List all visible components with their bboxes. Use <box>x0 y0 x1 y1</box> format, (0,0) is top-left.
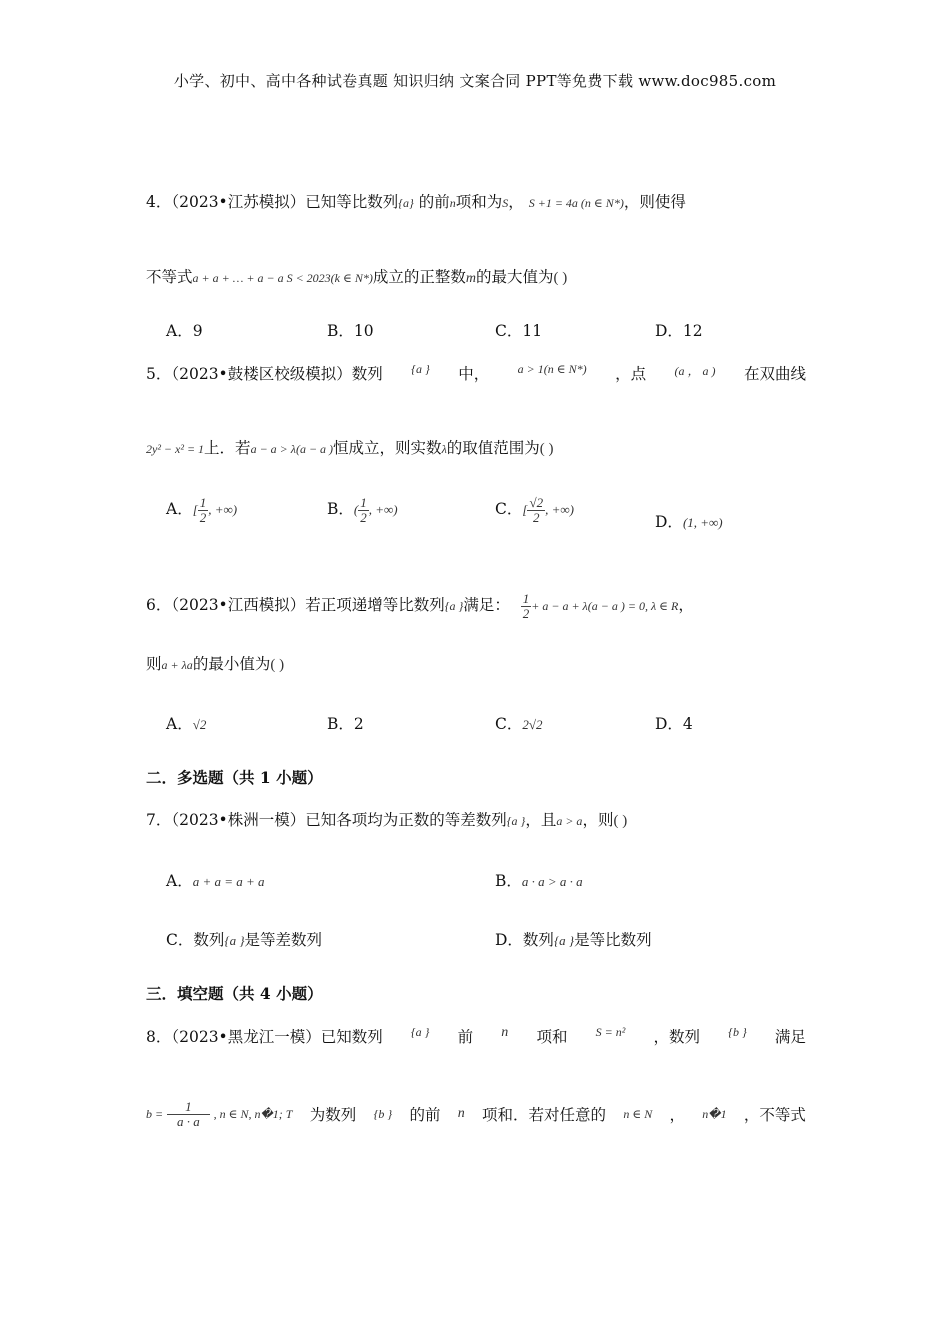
q5-option-d: D．(1, +∞) <box>655 513 723 531</box>
q7-option-d: D．数列{a }是等比数列 <box>495 931 652 949</box>
q5-option-c: C．[ $\frac{√2}{2}$ , +∞) <box>495 495 574 525</box>
q7-line-1: 7．（2023•株洲一模）已知各项均为正数的等差数列{a }，且a > a，则( ) <box>146 811 628 829</box>
q7-option-c: C．数列{a }是等差数列 <box>166 931 323 949</box>
q5-option-a: A．[ $\frac{1}{2}$ , +∞) <box>166 495 238 525</box>
q4-line-2: 不等式a + a + … + a − a S < 2023(k ∈ N*)成立的正整数m的最大值为( ) <box>146 268 568 286</box>
q8-line-1: 8．（2023•黑龙江一模）已知数列 {a } 前 n 项和 S = n² ，数列 {b } 满足 <box>146 1025 806 1046</box>
section-fill-in-title: 三．填空题（共 4 小题） <box>146 984 323 1003</box>
q4-option-a: A．9 <box>166 322 203 340</box>
q6-line-2: 则a + λa的最小值为( ) <box>146 655 285 673</box>
q4-line-1: 4．（2023•江苏模拟）已知等比数列{a} 的前n项和为S， S +1 = 4a (n ∈ N*)，则使得 <box>146 193 686 211</box>
q6-option-d: D．4 <box>655 715 693 733</box>
q7-option-a: A．a + a = a + a <box>166 872 265 890</box>
q5-line-1: 5．（2023•鼓楼区校级模拟）数列 {a } 中， a > 1(n ∈ N*) ，点 (a ， a ) 在双曲线 <box>146 362 806 383</box>
q6-option-a: A．√2 <box>166 715 207 733</box>
q4-option-d: D．12 <box>655 322 703 340</box>
q5-line-2: 2y² − x² = 1上．若a − a > λ(a − a )恒成立，则实数λ的取值范围为( ) <box>146 439 554 457</box>
q6-line-1: 6．（2023•江西模拟）若正项递增等比数列{a }满足： $\frac{1}{2}$ + a − a + λ(a − a ) = 0, λ ∈ R， <box>146 591 694 621</box>
q7-option-b: B．a · a > a · a <box>495 872 583 890</box>
page-header: 小学、初中、高中各种试卷真题 知识归纳 文案合同 PPT等免费下载 www.doc985.com <box>173 72 777 90</box>
q4-option-b: B．10 <box>327 322 374 340</box>
q8-line-2: b = $\frac{1}{a \cdot a}$ , n ∈ N, n�1; T 为数列 {b } 的前 n 项和．若对任意的 n ∈ N ， n�1 ，不等式 <box>146 1099 806 1129</box>
q6-option-c: C．2√2 <box>495 715 543 733</box>
section-multiple-choice-title: 二．多选题（共 1 小题） <box>146 768 323 787</box>
q6-option-b: B．2 <box>327 715 364 733</box>
q4-option-c: C．11 <box>495 322 543 340</box>
q5-option-b: B．( $\frac{1}{2}$ , +∞) <box>327 495 398 525</box>
